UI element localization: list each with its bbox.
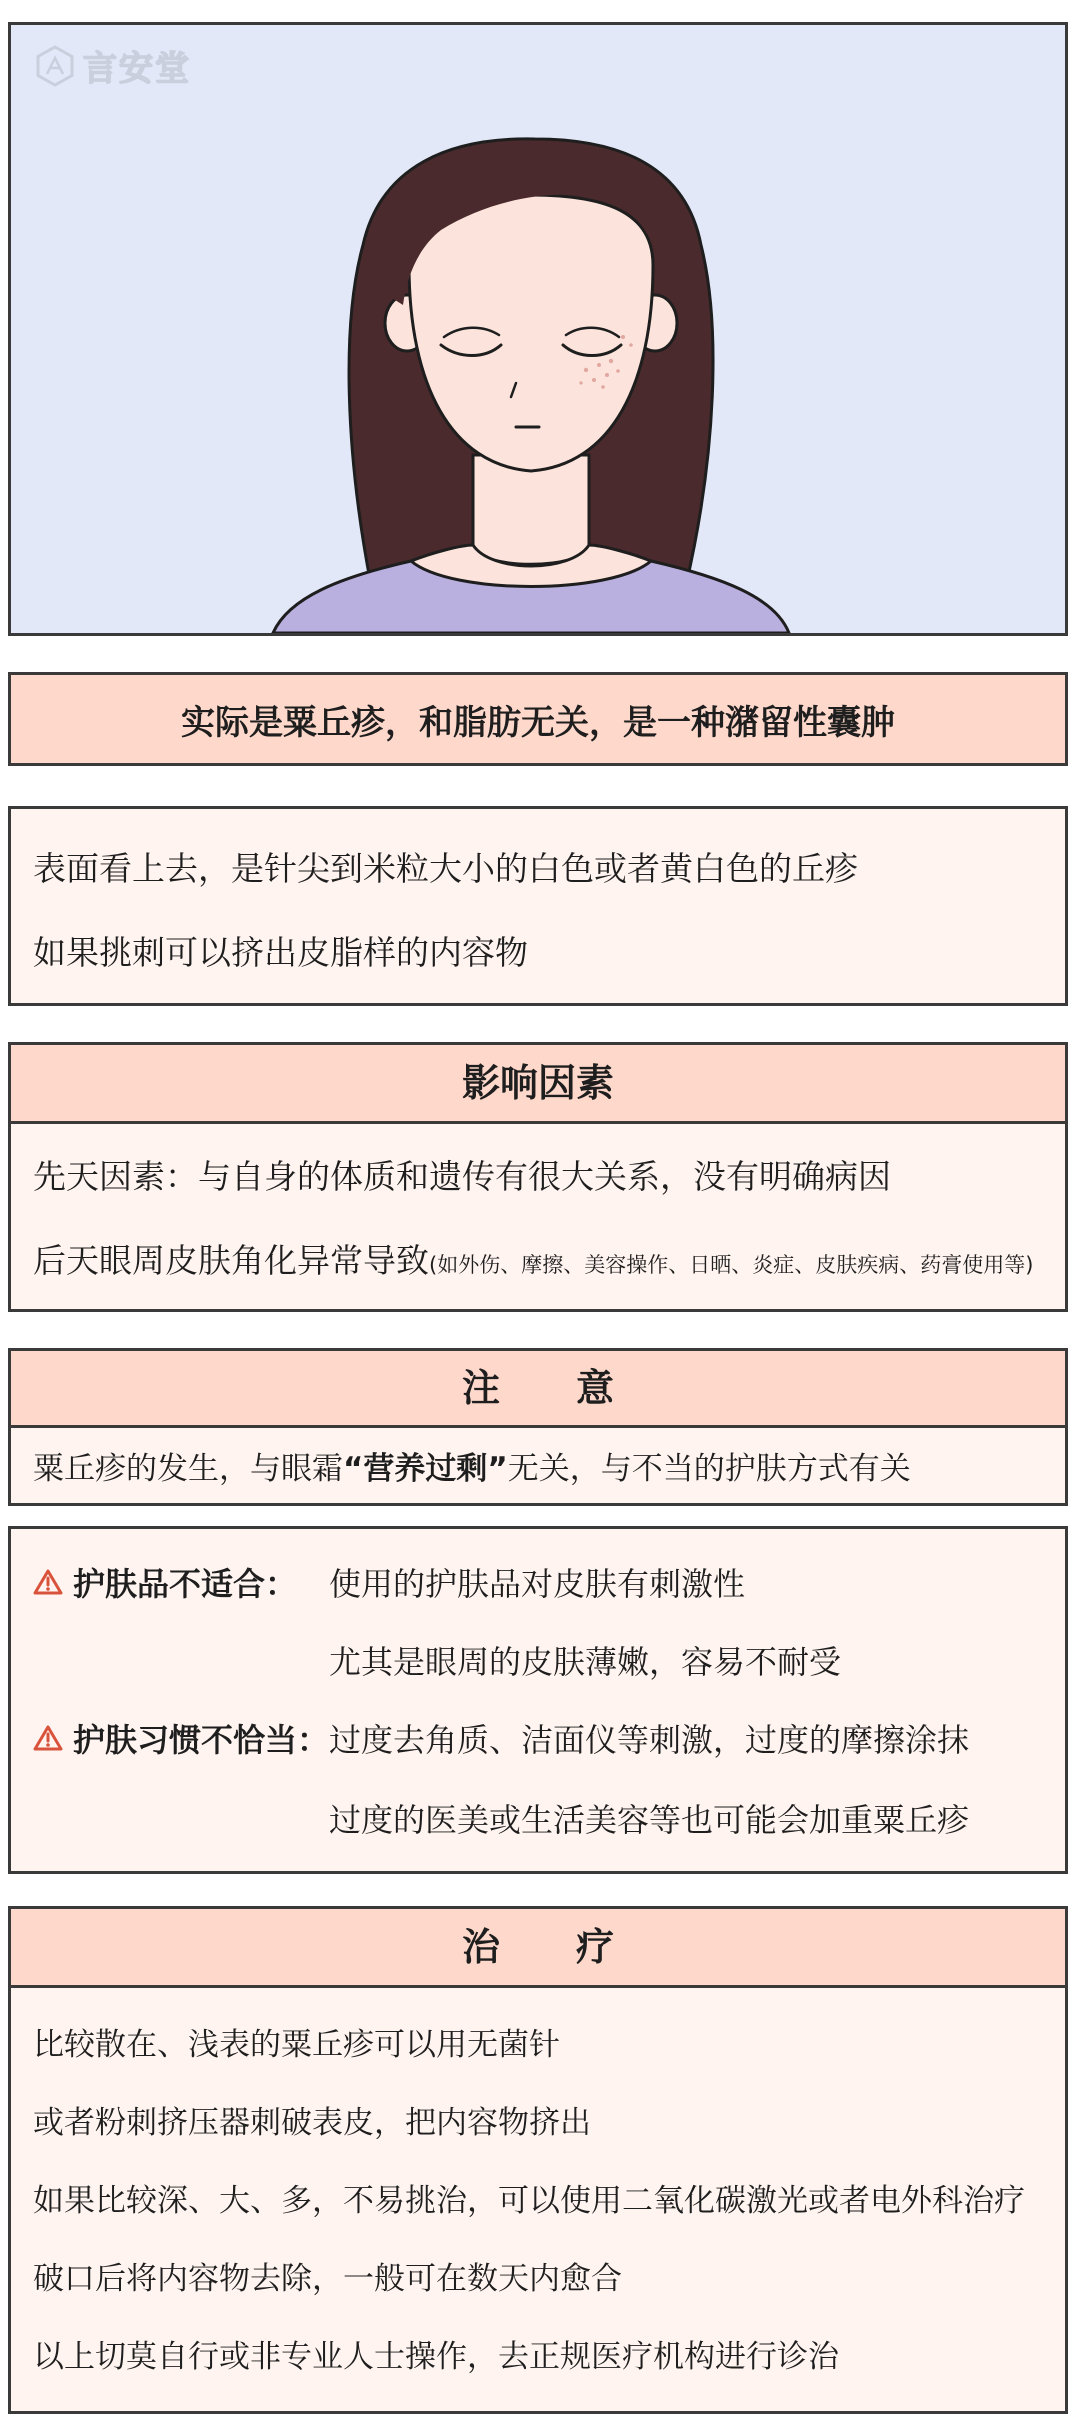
woman-illustration	[11, 25, 1065, 633]
illustration-panel	[8, 22, 1068, 636]
treatment-line-2: 或者粉刺挤压器刺破表皮，把内容物挤出	[33, 2105, 591, 2141]
notice-text-pre: 粟丘疹的发生，与眼霜	[33, 1451, 343, 1487]
treatment-line-1: 比较散在、浅表的粟丘疹可以用无菌针	[33, 2027, 560, 2063]
warning-icon	[33, 1568, 63, 1596]
treatment-line-5: 以上切莫自行或非专业人士操作，去正规医疗机构进行诊治	[33, 2339, 839, 2375]
treatment-box	[8, 1906, 1068, 2414]
notice-box	[8, 1348, 1068, 1506]
cause-2-line-1: 过度去角质、洁面仪等刺激，过度的摩擦涂抹	[329, 1721, 970, 1759]
hexagon-logo-icon	[33, 44, 77, 88]
cause-2-label	[33, 1715, 329, 1761]
treatment-line-4: 破口后将内容物去除，一般可在数天内愈合	[33, 2261, 622, 2297]
cause-1-title: 护肤品不适合：	[73, 1565, 298, 1603]
brand-logo	[33, 41, 191, 90]
cause-2-title: 护肤习惯不恰当：	[73, 1721, 330, 1759]
treatment-line-3: 如果比较深、大、多，不易挑治，可以使用二氧化碳激光或者电外科治疗	[33, 2183, 1025, 2219]
treatment-heading: 治 疗	[11, 1909, 1065, 1988]
causes-box	[8, 1526, 1068, 1874]
description-line-2: 如果挑刺可以挤出皮脂样的内容物	[33, 933, 528, 972]
factors-line-2-main: 后天眼周皮肤角化异常导致	[33, 1241, 429, 1280]
description-line-1: 表面看上去，是针尖到米粒大小的白色或者黄白色的丘疹	[33, 849, 858, 888]
notice-text-emphasis: “营养过剩”	[343, 1451, 508, 1487]
factors-line-2-note: (如外伤、摩擦、美容操作、日晒、炎症、皮肤疾病、药膏使用等)	[429, 1253, 1034, 1277]
notice-text-post: 无关，与不当的护肤方式有关	[507, 1451, 911, 1487]
cause-1-line-2: 尤其是眼周的皮肤薄嫩，容易不耐受	[329, 1643, 842, 1681]
cause-1-label	[33, 1559, 297, 1605]
description-box	[8, 806, 1068, 1006]
cause-2-line-2: 过度的医美或生活美容等也可能会加重粟丘疹	[329, 1801, 970, 1839]
warning-icon	[33, 1724, 63, 1752]
notice-heading: 注 意	[11, 1351, 1065, 1428]
factors-heading: 影响因素	[11, 1045, 1065, 1124]
notice-text	[33, 1443, 911, 1488]
factors-box	[8, 1042, 1068, 1312]
banner-title: 实际是粟丘疹，和脂肪无关，是一种潴留性囊肿	[181, 702, 895, 743]
cause-1-line-1: 使用的护肤品对皮肤有刺激性	[329, 1565, 746, 1603]
factors-line-1: 先天因素：与自身的体质和遗传有很大关系，没有明确病因	[33, 1157, 891, 1196]
logo-text: 言安堂	[83, 49, 191, 89]
banner-title-box	[8, 672, 1068, 766]
factors-line-2	[33, 1235, 1033, 1282]
